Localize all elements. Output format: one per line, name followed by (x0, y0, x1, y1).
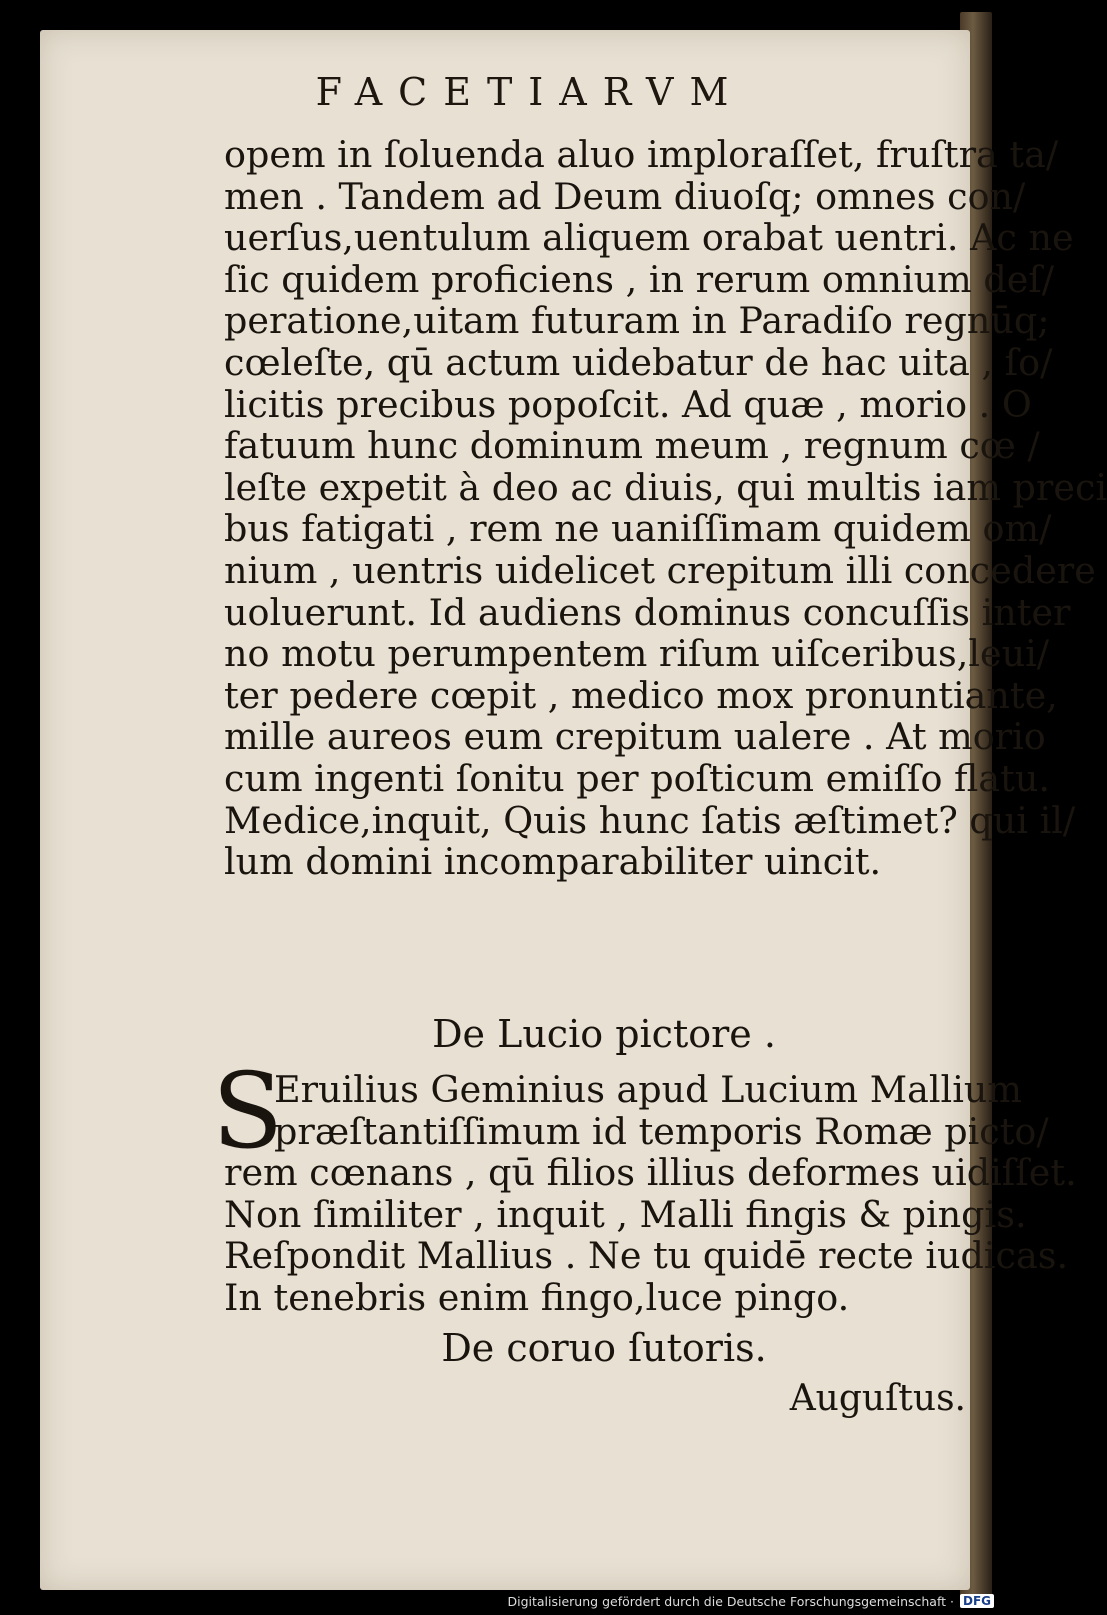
running-head: FACETIARVM (315, 70, 745, 114)
text-line: præſtantiſſimum id temporis Romæ picto/ (274, 1109, 1049, 1153)
text-line: uoluerunt. Id audiens dominus concuſſis inter (224, 590, 1071, 634)
story-1-paragraph (224, 133, 1107, 884)
text-line: licitis precibus popoſcit. Ad quæ , morio . O (224, 382, 1032, 426)
catchword: Auguſtus. (789, 1378, 966, 1419)
text-line: cum ingenti ſonitu per poſticum emiſſo flatu. (224, 756, 1050, 800)
section-heading-coruo: De coruo ſutoris. (441, 1326, 767, 1370)
text-line: uerſus,uentulum aliquem orabat uentri. Ac ne (224, 216, 1074, 260)
dfg-logo-icon: DFG (960, 1594, 994, 1608)
text-line: peratione,uitam futuram in Paradiſo regnūq; (224, 299, 1050, 343)
text-line: In tenebris enim fingo,luce pingo. (224, 1275, 850, 1319)
text-line: lum domini incomparabiliter uincit. (224, 840, 882, 884)
text-line: nium , uentris uidelicet crepitum illi concedere (224, 548, 1096, 592)
text-line: Eruilius Geminius apud Lucium Mallium (274, 1068, 1022, 1111)
text-line: mille aureos eum crepitum ualere . At morio (224, 715, 1046, 759)
text-line: Non ſimiliter , inquit , Malli fingis & pingis. (224, 1192, 1027, 1236)
text-line: Reſpondit Mallius . Ne tu quidē recte iudicas. (224, 1234, 1069, 1278)
story-2-lines (224, 1068, 1077, 1319)
text-line: men . Tandem ad Deum diuoſq; omnes con/ (224, 174, 1026, 218)
credit-text: Digitalisierung gefördert durch die Deutsche Forschungsgemeinschaft · (507, 1593, 954, 1609)
text-line: cœleſte, qū actum uidebatur de hac uita , ſo/ (224, 340, 1053, 384)
text-line: ter pedere cœpit , medico mox pronuntiante, (224, 673, 1058, 717)
section-heading-lucius: De Lucio pictore . (432, 1012, 776, 1056)
text-line: opem in ſoluenda aluo imploraſſet, fruſtra ta/ (224, 133, 1059, 176)
text-line: bus fatigati , rem ne uaniſſimam quidem om/ (224, 507, 1052, 551)
text-line: ſic quidem proficiens , in rerum omnium deſ/ (224, 257, 1055, 301)
text-block (212, 133, 1107, 1419)
text-line: rem cœnans , qū filios illius deformes uidiſſet. (224, 1151, 1077, 1195)
text-line: fatuum hunc dominum meum , regnum cœ / (224, 424, 1040, 468)
digitization-credit (507, 1589, 994, 1613)
text-line: no motu perumpentem riſum uiſceribus,leui/ (224, 632, 1050, 676)
drop-capital: S (212, 1050, 284, 1172)
story-2-paragraph (212, 1050, 1077, 1319)
text-line: Medice,inquit, Quis hunc ſatis æſtimet? qui il/ (224, 798, 1076, 842)
book-page (40, 30, 1107, 1590)
text-line: leſte expetit à deo ac diuis, qui multis iam preci (224, 465, 1107, 509)
